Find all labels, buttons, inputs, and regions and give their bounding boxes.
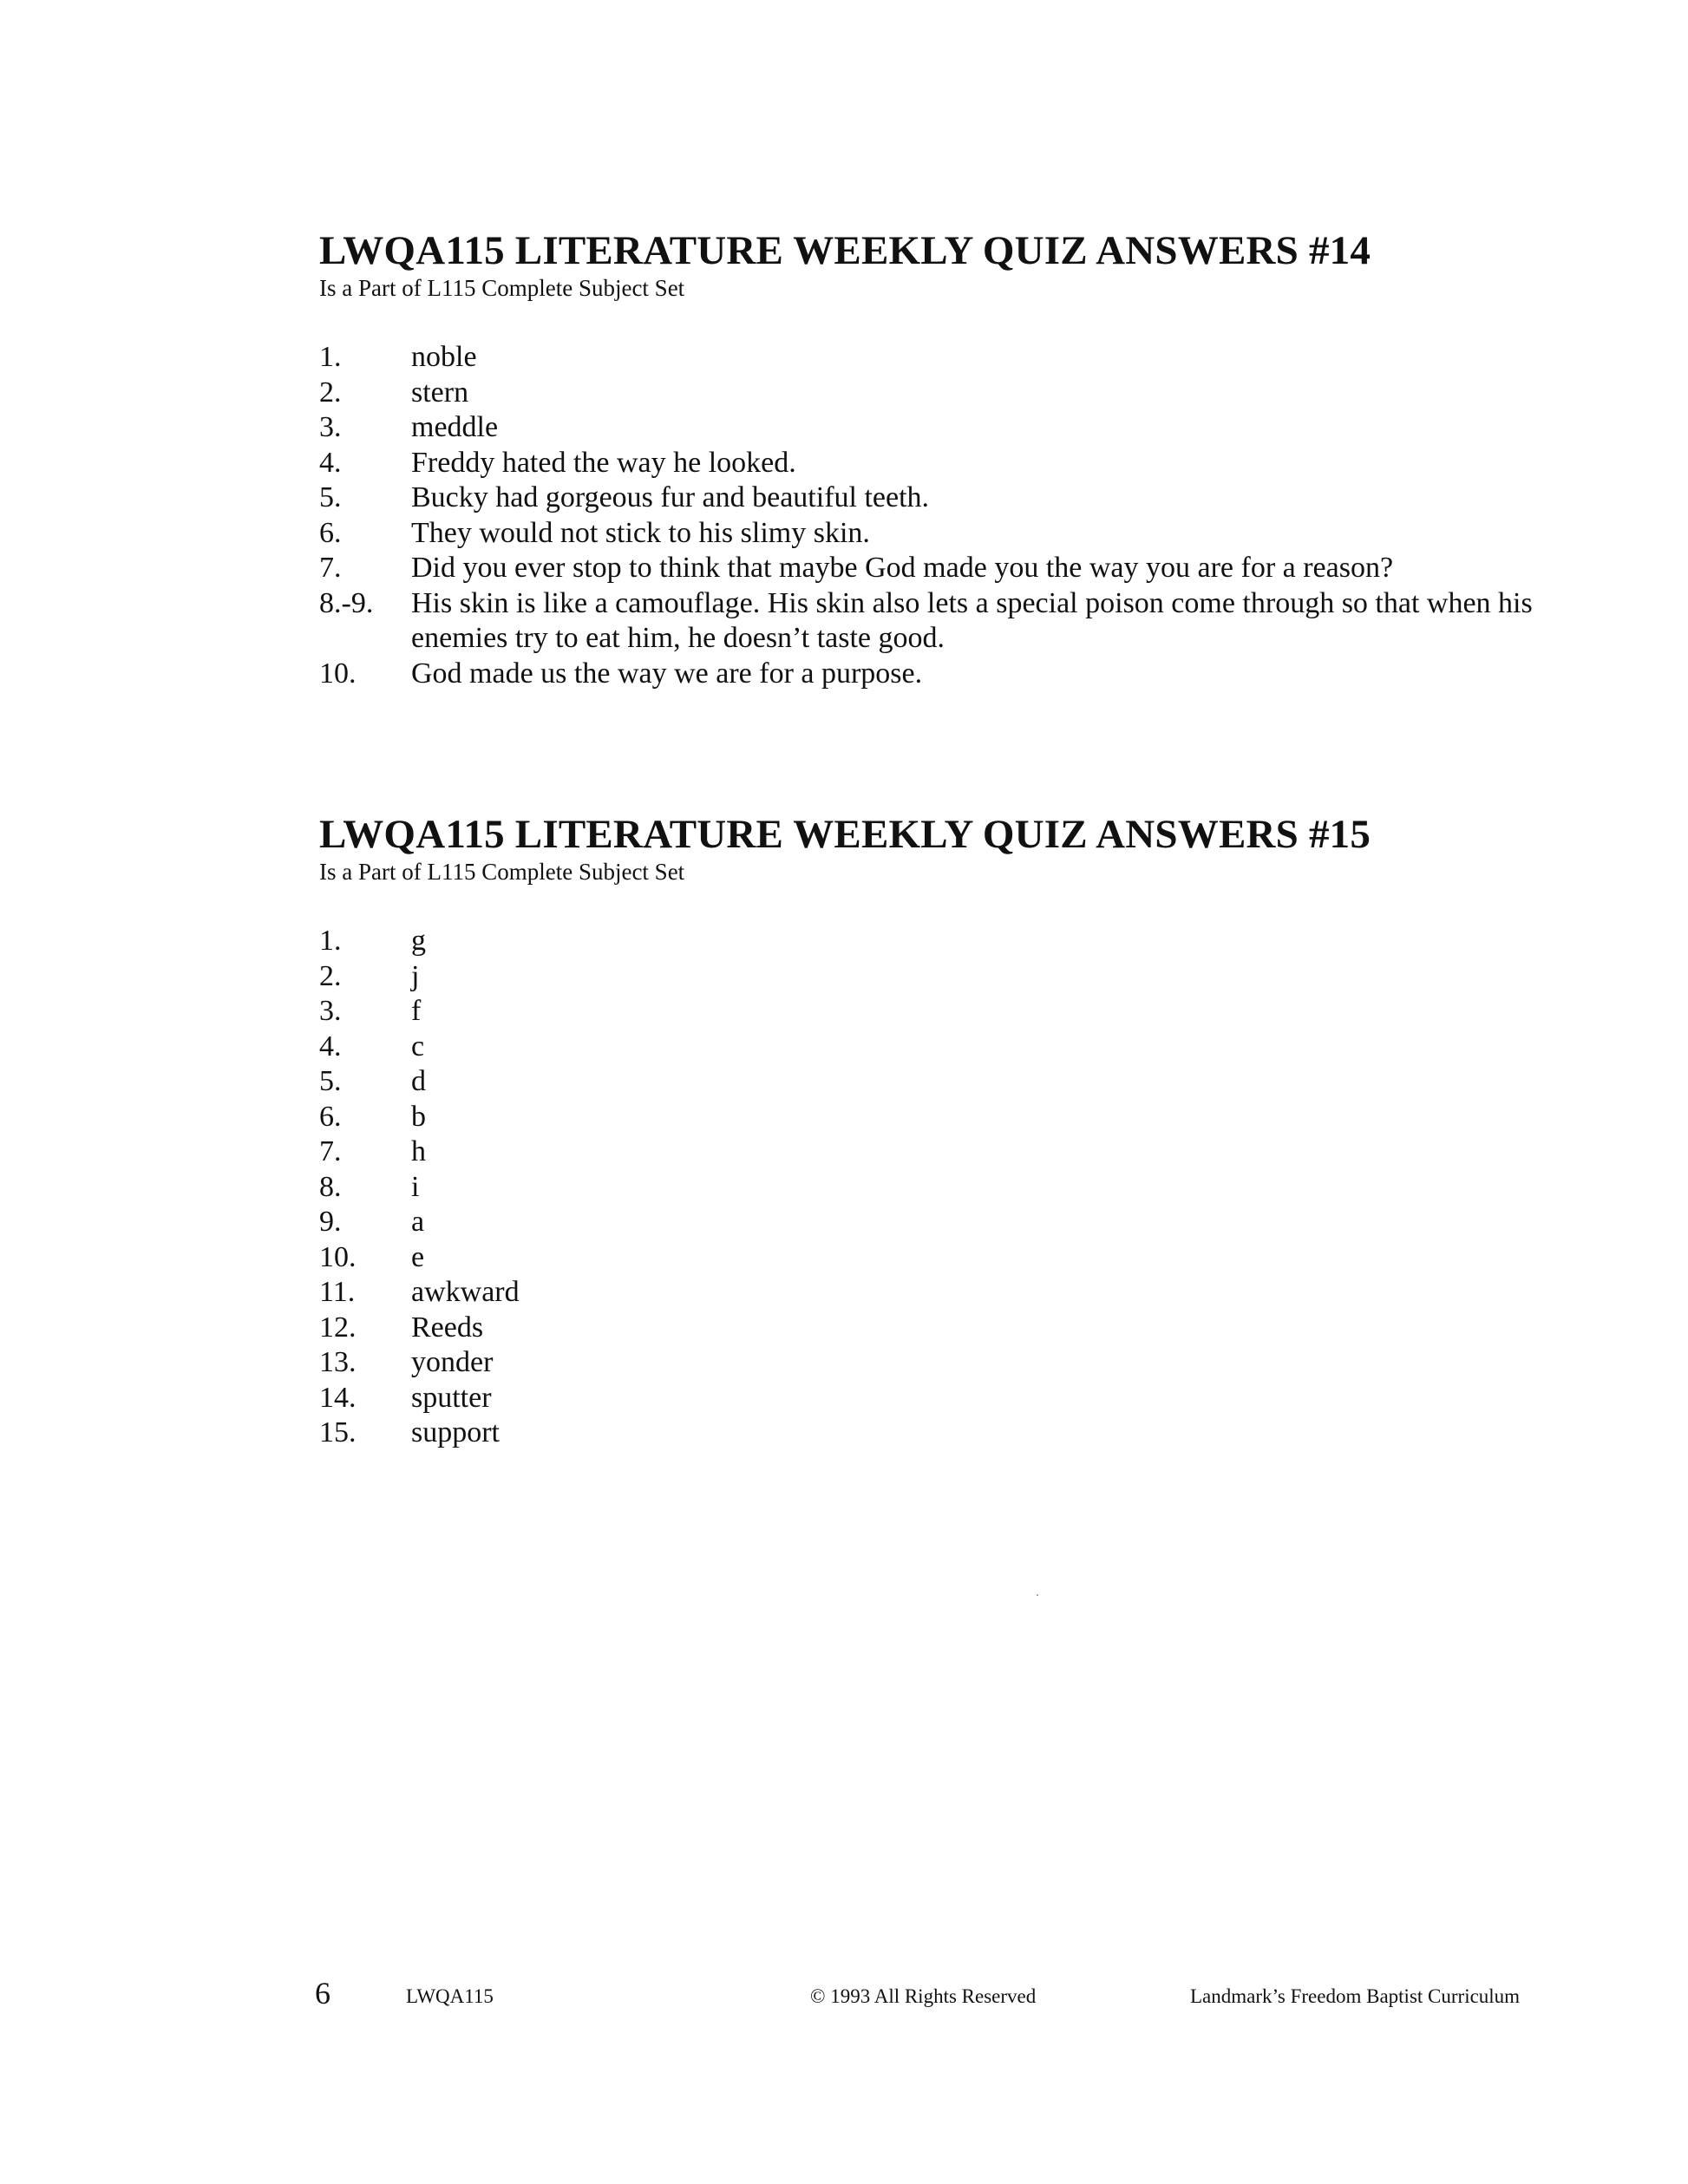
answer-row	[319, 1030, 1551, 1065]
answer-text: b	[411, 1100, 426, 1133]
answer-row	[319, 1170, 1551, 1206]
answer-row	[319, 481, 1551, 516]
quiz-14-section	[319, 227, 1551, 691]
answer-row	[319, 959, 1551, 995]
answer-text: stern	[411, 376, 469, 409]
answer-row	[319, 1381, 1551, 1416]
answer-text: j	[411, 959, 420, 992]
answer-text: They would not stick to his slimy skin.	[411, 516, 870, 549]
quiz-14-title: LWQA115 LITERATURE WEEKLY QUIZ ANSWERS #14	[319, 228, 1371, 273]
answer-number: 5.	[319, 1065, 342, 1097]
answer-text: d	[411, 1065, 426, 1097]
answer-number: 12.	[319, 1311, 357, 1344]
answer-number: 2.	[319, 376, 342, 409]
quiz-15-section	[319, 811, 1551, 1451]
answer-row	[319, 1275, 1551, 1311]
footer-code: LWQA115	[406, 1985, 494, 2007]
answer-number: 9.	[319, 1206, 342, 1238]
answer-row	[319, 1205, 1551, 1240]
answer-text: Did you ever stop to think that maybe God made you the way you are for a reason?	[411, 552, 1394, 584]
answer-text: sputter	[411, 1381, 492, 1414]
answer-row	[319, 446, 1551, 481]
answer-number: 1.	[319, 925, 342, 957]
answer-row	[319, 1311, 1551, 1346]
answer-number: 3.	[319, 411, 342, 443]
quiz-15-answer-list	[319, 924, 1551, 1451]
answer-number: 10.	[319, 1240, 357, 1273]
answer-number: 10.	[319, 657, 357, 690]
answer-row	[319, 376, 1551, 411]
answer-text: awkward	[411, 1276, 520, 1308]
answer-text: meddle	[411, 411, 499, 443]
footer-publisher: Landmark’s Freedom Baptist Curriculum	[1190, 1985, 1521, 2007]
answer-row	[319, 410, 1551, 446]
answer-row	[319, 1240, 1551, 1276]
answer-row	[319, 994, 1551, 1030]
answer-row	[319, 1416, 1551, 1451]
answer-text: h	[411, 1135, 426, 1167]
answer-number: 8.-9.	[319, 586, 374, 619]
answer-number: 7.	[319, 552, 342, 584]
answer-text: His skin is like a camouflage. His skin also lets a special poison come through so that when his enemies try to eat him, he doesn’t taste good.	[411, 586, 1533, 654]
answer-row	[319, 1100, 1551, 1135]
answer-row	[319, 516, 1551, 552]
answer-row	[319, 1345, 1551, 1381]
quiz-15-title: LWQA115 LITERATURE WEEKLY QUIZ ANSWERS #15	[319, 812, 1371, 857]
quiz-14-answer-list	[319, 340, 1551, 691]
answer-row	[319, 1135, 1551, 1170]
answer-number: 6.	[319, 516, 342, 549]
answer-number: 11.	[319, 1276, 356, 1308]
quiz-15-subtitle: Is a Part of L115 Complete Subject Set	[319, 859, 685, 885]
scan-speck	[1037, 1594, 1038, 1596]
answer-number: 6.	[319, 1100, 342, 1133]
answer-number: 13.	[319, 1346, 357, 1378]
answer-number: 15.	[319, 1416, 357, 1448]
answer-number: 7.	[319, 1135, 342, 1167]
answer-text: a	[411, 1206, 425, 1238]
answer-number: 5.	[319, 481, 342, 513]
answer-row	[319, 657, 1551, 692]
answer-row	[319, 586, 1551, 657]
page-number: 6	[315, 1976, 330, 2011]
answer-number: 3.	[319, 995, 342, 1027]
answer-text: yonder	[411, 1346, 494, 1378]
answer-row	[319, 551, 1551, 586]
answer-number: 4.	[319, 1030, 342, 1063]
answer-row	[319, 1064, 1551, 1100]
answer-text: noble	[411, 341, 477, 373]
answer-text: Freddy hated the way he looked.	[411, 446, 796, 479]
answer-text: support	[411, 1416, 500, 1448]
answer-text: c	[411, 1030, 425, 1063]
answer-text: i	[411, 1170, 420, 1203]
answer-number: 2.	[319, 959, 342, 992]
answer-text: g	[411, 925, 426, 957]
footer-copyright: © 1993 All Rights Reserved	[810, 1985, 1037, 2007]
answer-text: God made us the way we are for a purpose.	[411, 657, 923, 690]
answer-number: 8.	[319, 1170, 342, 1203]
answer-number: 4.	[319, 446, 342, 479]
answer-text: Reeds	[411, 1311, 484, 1344]
answer-number: 1.	[319, 341, 342, 373]
quiz-14-subtitle: Is a Part of L115 Complete Subject Set	[319, 275, 685, 301]
answer-text: f	[411, 995, 422, 1027]
page-footer	[0, 1976, 1688, 2019]
answer-text: Bucky had gorgeous fur and beautiful teeth.	[411, 481, 930, 513]
answer-row	[319, 340, 1551, 376]
answer-text: e	[411, 1240, 425, 1273]
answer-number: 14.	[319, 1381, 357, 1414]
answer-row	[319, 924, 1551, 959]
